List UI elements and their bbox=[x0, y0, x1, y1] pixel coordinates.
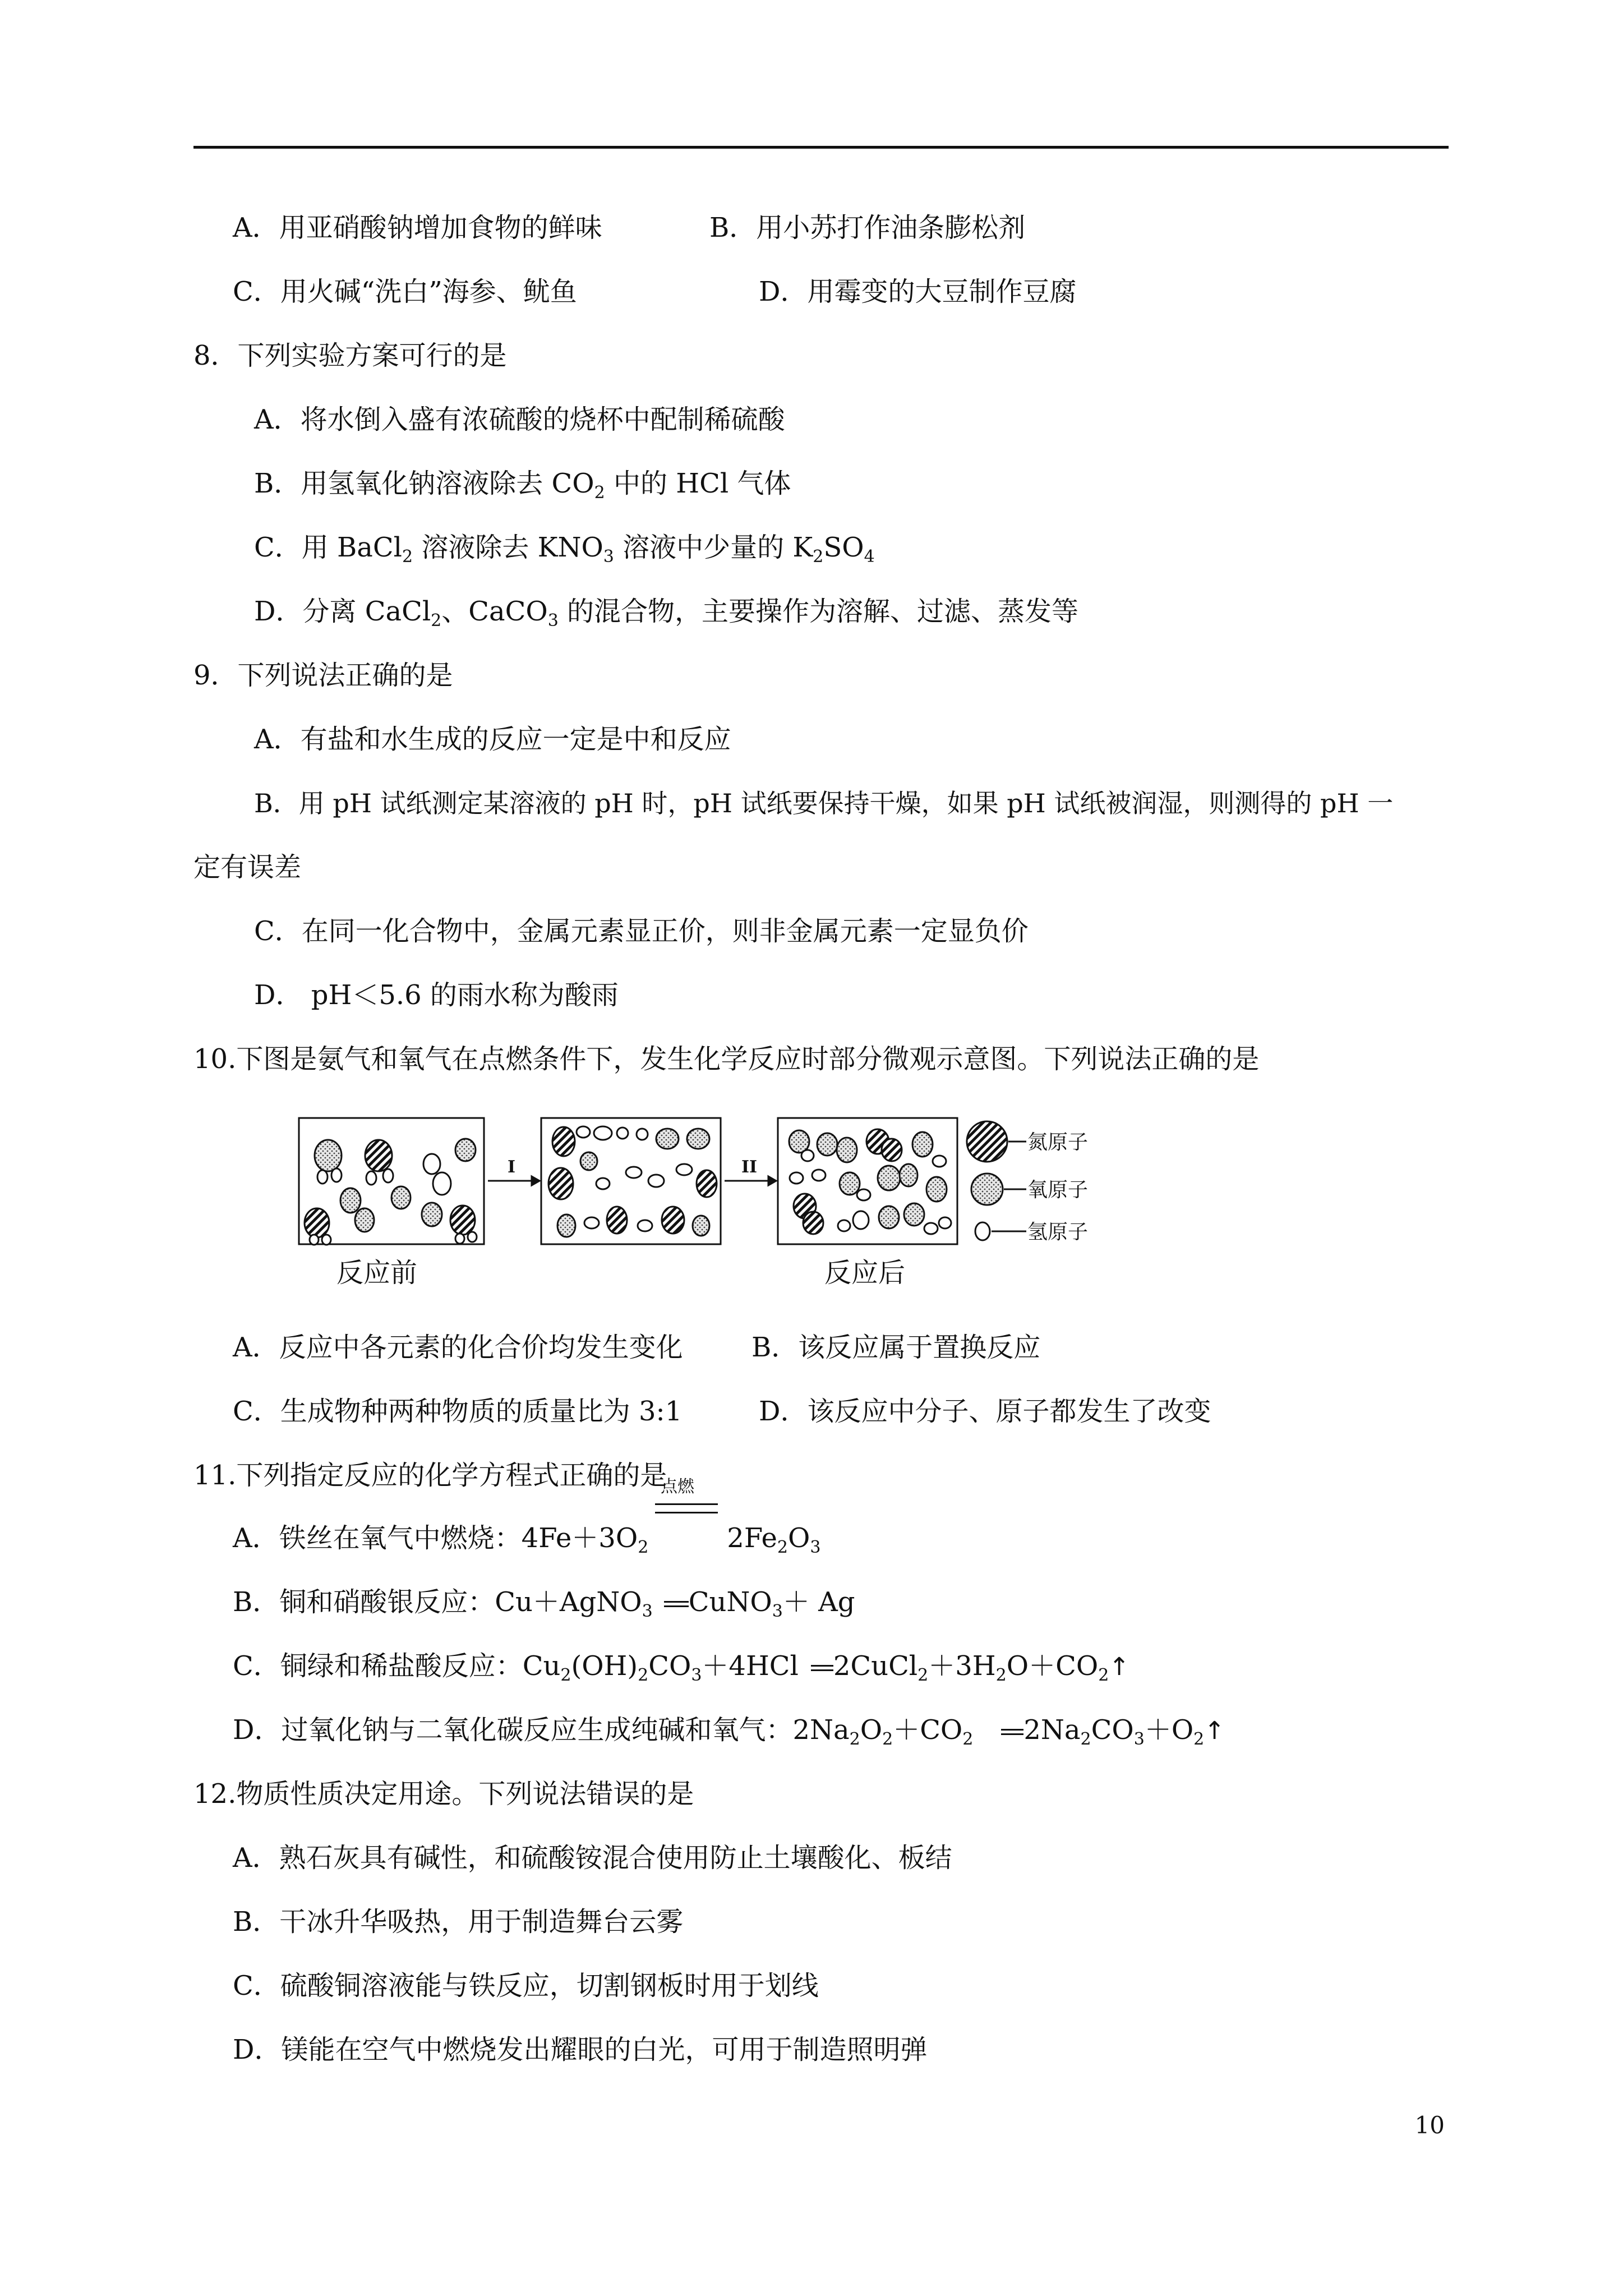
equal-sign-b bbox=[664, 1599, 689, 1610]
page-number: 10 bbox=[1414, 2111, 1445, 2139]
legend-oxygen: 氧原子 bbox=[1027, 1179, 1089, 1202]
condition-equal-sign bbox=[655, 1503, 718, 1513]
q12-option-c: C．硫酸铜溶液能与铁反应，切割钢板时用于划线 bbox=[233, 1970, 819, 2001]
q10-option-c: C．生成物种两种物质的质量比为 3:1 bbox=[233, 1396, 683, 1427]
q7-option-a: A．用亚硝酸钠增加食物的鲜味 bbox=[233, 212, 602, 243]
q9-stem: 9．下列说法正确的是 bbox=[193, 660, 453, 691]
q12-option-d: D．镁能在空气中燃烧发出耀眼的白光，可用于制造照明弹 bbox=[233, 2034, 928, 2065]
arrow-label-2: II bbox=[741, 1157, 758, 1177]
q12-option-b: B．干冰升华吸热，用于制造舞台云雾 bbox=[233, 1906, 684, 1938]
q9-option-b-line1: B．用 pH 试纸测定某溶液的 pH 时，pH 试纸要保持干燥，如果 pH 试纸被润湿，则测得的 pH 一 bbox=[254, 788, 1394, 818]
q10-stem: 10.下图是氨气和氧气在点燃条件下，发生化学反应时部分微观示意图。下列说法正确的是 bbox=[193, 1043, 1260, 1075]
legend-oxygen-symbol bbox=[971, 1174, 1003, 1205]
q11-option-c: C．铜绿和稀盐酸反应：$Cu_2(OH)_2CO_3+4HCl$ $2CuCl_2+3H_2O+CO_2↑$ bbox=[233, 1650, 1130, 1685]
q10-option-b: B．该反应属于置换反应 bbox=[751, 1332, 1041, 1363]
gas-arrow-d: ↑ bbox=[1204, 1717, 1225, 1745]
q7-option-c: C．用火碱“洗白”海参、鱿鱼 bbox=[233, 276, 577, 307]
legend-hydrogen: 氢原子 bbox=[1027, 1221, 1089, 1244]
q11-option-b: B．铜和硝酸银反应：Cu＋AgNO$_3$ CuNO$_3$＋ Ag bbox=[233, 1586, 855, 1621]
q9-option-d: D． pH＜5.6 的雨水称为酸雨 bbox=[254, 979, 619, 1011]
header-rule bbox=[193, 146, 1449, 149]
q8-option-b: B．用氢氧化钠溶液除去 $CO_2$ 中的 HCl 气体 bbox=[254, 468, 791, 503]
q8-option-d: D．分离 CaCl$_2$、CaCO$_3$ 的混合物，主要操作为溶解、过滤、蒸发等 bbox=[254, 596, 1079, 631]
legend-nitrogen: 氮原子 bbox=[1027, 1131, 1089, 1154]
arrow-label-1: I bbox=[508, 1157, 516, 1177]
q9-option-a: A．有盐和水生成的反应一定是中和反应 bbox=[254, 724, 731, 755]
legend-nitrogen-symbol bbox=[967, 1121, 1007, 1162]
q11-option-a: A．铁丝在氧气中燃烧：$4Fe+3O_2$ $2Fe_2O_3$ bbox=[233, 1522, 821, 1557]
gas-arrow-c: ↑ bbox=[1109, 1653, 1130, 1681]
q8-stem: 8．下列实验方案可行的是 bbox=[193, 340, 507, 371]
q12-option-a: A．熟石灰具有碱性，和硫酸铵混合使用防止土壤酸化、板结 bbox=[233, 1842, 952, 1874]
q7-option-d: D．用霉变的大豆制作豆腐 bbox=[759, 276, 1077, 307]
condition-ignite: 点燃 bbox=[661, 1477, 694, 1497]
q7-option-b: B．用小苏打作油条膨松剂 bbox=[709, 212, 1026, 243]
q12-stem: 12.物质性质决定用途。下列说法错误的是 bbox=[193, 1778, 694, 1810]
equal-sign-d bbox=[1001, 1727, 1023, 1738]
q8-option-c: C．用 BaCl$_2$ 溶液除去 $KNO_3$ 溶液中少量的 $K_2SO_4$ bbox=[254, 532, 875, 567]
q10-option-d: D．该反应中分子、原子都发生了改变 bbox=[759, 1396, 1211, 1427]
label-after: 反应后 bbox=[824, 1257, 906, 1289]
q11-stem: 11.下列指定反应的化学方程式正确的是 bbox=[193, 1460, 667, 1491]
q8-option-a: A．将水倒入盛有浓硫酸的烧杯中配制稀硫酸 bbox=[254, 404, 785, 435]
equal-sign-c bbox=[811, 1663, 833, 1674]
legend-hydrogen-symbol bbox=[975, 1222, 990, 1240]
reaction-diagram bbox=[297, 1116, 1150, 1290]
q9-option-c: C．在同一化合物中，金属元素显正价，则非金属元素一定显负价 bbox=[254, 915, 1029, 947]
label-before: 反应前 bbox=[336, 1257, 418, 1289]
q11-option-d: D．过氧化钠与二氧化碳反应生成纯碱和氧气：$2Na_2O_2+CO_2$ $2Na_2CO_3+O_2↑$ bbox=[233, 1714, 1225, 1749]
q9-option-b-line2: 定有误差 bbox=[193, 852, 302, 883]
q10-option-a: A．反应中各元素的化合价均发生变化 bbox=[233, 1332, 683, 1363]
